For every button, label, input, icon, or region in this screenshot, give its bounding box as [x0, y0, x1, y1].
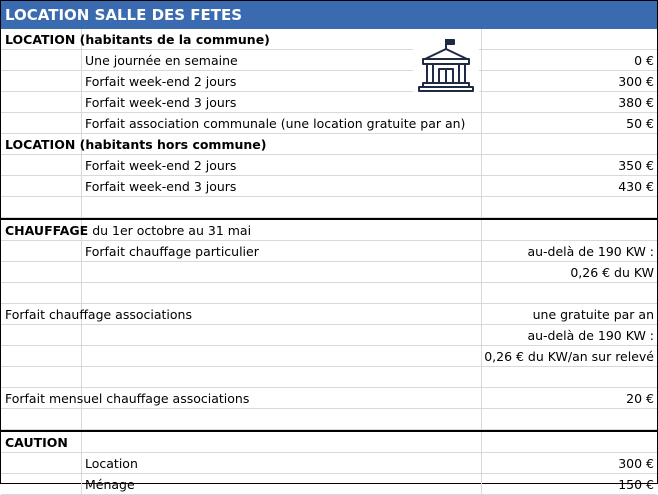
table-row — [1, 71, 657, 92]
item-price: 430 € — [618, 179, 654, 194]
table-row — [1, 50, 657, 71]
table-row — [1, 367, 657, 388]
section-heading-heating: CHAUFFAGE — [5, 223, 89, 238]
heating-private-label: Forfait chauffage particulier — [85, 244, 259, 259]
heating-monthly-label: Forfait mensuel chauffage associations — [5, 391, 250, 406]
table-row — [1, 283, 657, 304]
table-row — [1, 218, 657, 241]
heating-private-rate: 0,26 € du KW — [570, 265, 654, 280]
item-label: Ménage — [85, 477, 135, 492]
section-heading-caution: CAUTION — [5, 435, 68, 450]
item-price: 300 € — [618, 456, 654, 471]
item-label: Forfait association communale (une location gratuite par an) — [85, 116, 466, 131]
table-row — [1, 92, 657, 113]
item-price: 350 € — [618, 158, 654, 173]
sheet-title: LOCATION SALLE DES FETES — [1, 1, 657, 29]
table-row — [1, 113, 657, 134]
table-row — [1, 346, 657, 367]
table-row — [1, 134, 657, 155]
table-row — [1, 325, 657, 346]
item-label: Location — [85, 456, 138, 471]
item-price: 380 € — [618, 95, 654, 110]
table-row — [1, 155, 657, 176]
heating-private-threshold: au-delà de 190 KW : — [527, 244, 654, 259]
section-heading-non-residents: LOCATION (habitants hors commune) — [5, 137, 267, 152]
section-heading-residents: LOCATION (habitants de la commune) — [5, 32, 270, 47]
table-row — [1, 262, 657, 283]
price-table — [1, 29, 657, 495]
heating-assoc-threshold: au-delà de 190 KW : — [527, 328, 654, 343]
item-label: Forfait week-end 2 jours — [85, 158, 237, 173]
table-row — [1, 29, 657, 50]
item-label: Forfait week-end 2 jours — [85, 74, 237, 89]
table-row — [1, 241, 657, 262]
table-row — [1, 409, 657, 430]
heating-assoc-label: Forfait chauffage associations — [5, 307, 192, 322]
item-price: 50 € — [626, 116, 654, 131]
heating-assoc-free: une gratuite par an — [532, 307, 654, 322]
item-price: 300 € — [618, 74, 654, 89]
heating-monthly-price: 20 € — [626, 391, 654, 406]
heating-period: du 1er octobre au 31 mai — [92, 223, 252, 238]
table-row — [1, 197, 657, 218]
table-row — [1, 430, 657, 453]
item-label: Forfait week-end 3 jours — [85, 95, 237, 110]
table-row — [1, 453, 657, 474]
item-price: 0 € — [634, 53, 654, 68]
heating-assoc-rate: 0,26 € du KW/an sur relevé — [484, 349, 654, 364]
town-hall-icon — [413, 37, 479, 93]
table-row — [1, 176, 657, 197]
table-row — [1, 388, 657, 409]
table-row — [1, 474, 657, 495]
item-label: Forfait week-end 3 jours — [85, 179, 237, 194]
item-price: 150 € — [618, 477, 654, 492]
table-row — [1, 304, 657, 325]
item-label: Une journée en semaine — [85, 53, 238, 68]
